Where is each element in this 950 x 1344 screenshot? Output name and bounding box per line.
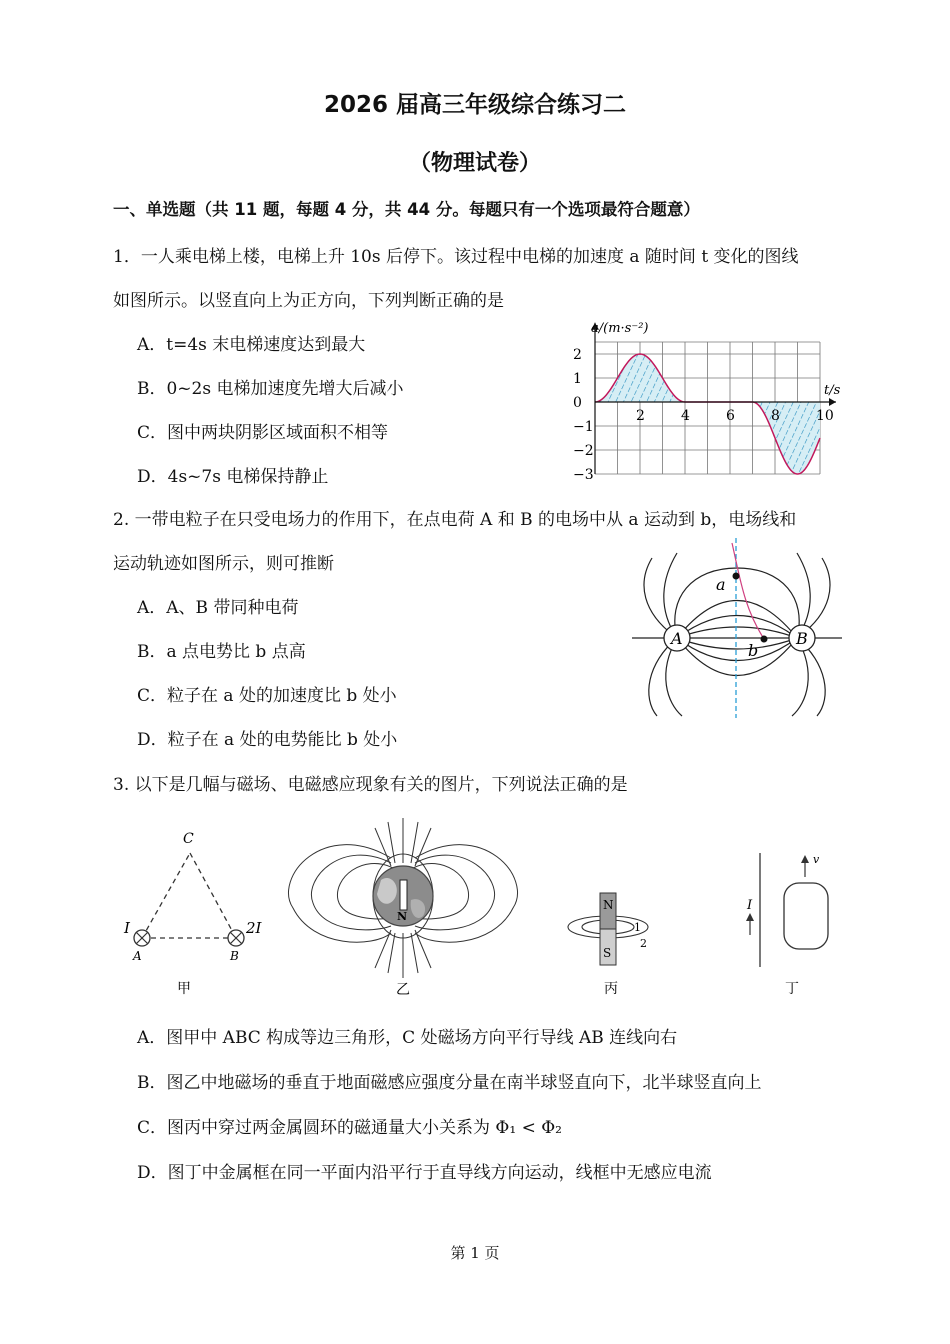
x-tick-label: 4 bbox=[681, 408, 690, 424]
q2-option-d: D．粒子在 a 处的电势能比 b 处小 bbox=[137, 730, 398, 750]
y-axis-label: a/(m·s⁻²) bbox=[591, 321, 649, 336]
q1-option-d: D．4s~7s 电梯保持静止 bbox=[137, 467, 329, 487]
q1-option-a: A．t=4s 末电梯速度达到最大 bbox=[137, 335, 366, 355]
y-tick-label: 0 bbox=[573, 395, 582, 411]
fig-bing-magnet bbox=[560, 885, 670, 1003]
q1-stem-line1: 1．一人乘电梯上楼，电梯上升 10s 后停下。该过程中电梯的加速度 a 随时间 t 变化的图线 bbox=[113, 247, 799, 267]
q2-stem-line1: 2. 一带电粒子在只受电场力的作用下，在点电荷 A 和 B 的电场中从 a 运动到 b，电场线和 bbox=[113, 510, 797, 530]
x-axis-label: t/s bbox=[824, 383, 841, 398]
q3-option-b: B．图乙中地磁场的垂直于地面磁感应强度分量在南半球竖直向下，北半球竖直向上 bbox=[137, 1073, 762, 1093]
yi-label-n: N bbox=[397, 910, 408, 923]
jia-label-a: A bbox=[133, 949, 142, 963]
y-tick-label: −2 bbox=[573, 443, 594, 459]
page-number: 第 1 页 bbox=[450, 1244, 500, 1262]
q3-stem: 3. 以下是几幅与磁场、电磁感应现象有关的图片，下列说法正确的是 bbox=[113, 775, 628, 795]
x-tick-label: 2 bbox=[636, 408, 645, 424]
bing-label-ring2: 2 bbox=[640, 937, 647, 950]
fig-ding-loop bbox=[738, 845, 838, 1003]
jia-label-b: B bbox=[230, 949, 239, 963]
charge-b-label: B bbox=[796, 629, 808, 648]
fig-yi-earth bbox=[283, 808, 523, 1003]
charge-a-label: A bbox=[671, 629, 683, 648]
x-tick-label: 6 bbox=[726, 408, 735, 424]
bing-label-ring1: 1 bbox=[634, 921, 641, 934]
fig-jia bbox=[115, 825, 275, 1000]
jia-label-c: C bbox=[183, 831, 194, 847]
q1-option-c: C．图中两块阴影区域面积不相等 bbox=[137, 423, 389, 443]
x-tick-label: 8 bbox=[771, 408, 780, 424]
bing-label-n: N bbox=[603, 898, 614, 912]
y-tick-label: −3 bbox=[573, 467, 594, 483]
caption-ding: 丁 bbox=[785, 981, 799, 997]
q1-stem-line2: 如图所示。以竖直向上为正方向，下列判断正确的是 bbox=[113, 291, 504, 311]
y-tick-label: 1 bbox=[573, 371, 582, 387]
q2-field-diagram bbox=[632, 538, 842, 718]
jia-label-i: I bbox=[124, 919, 130, 937]
ding-label-v: v bbox=[813, 853, 820, 866]
section-heading: 一、单选题（共 11 题，每题 4 分，共 44 分。每题只有一个选项最符合题意） bbox=[113, 200, 700, 219]
x-axis-arrow bbox=[829, 398, 836, 406]
caption-bing: 丙 bbox=[604, 981, 618, 997]
q3-option-d: D．图丁中金属框在同一平面内沿平行于直导线方向运动，线框中无感应电流 bbox=[137, 1163, 712, 1183]
bing-label-s: S bbox=[603, 946, 612, 960]
q3-option-a: A．图甲中 ABC 构成等边三角形，C 处磁场方向平行导线 AB 连线向右 bbox=[137, 1028, 678, 1048]
point-a-label: a bbox=[716, 575, 726, 594]
point-b-label: b bbox=[748, 641, 759, 660]
q2-option-b: B．a 点电势比 b 点高 bbox=[137, 642, 306, 662]
jia-label-2i: 2I bbox=[246, 919, 262, 937]
q2-option-c: C．粒子在 a 处的加速度比 b 处小 bbox=[137, 686, 397, 706]
q2-stem-line2: 运动轨迹如图所示，则可推断 bbox=[113, 554, 334, 574]
y-tick-label: 2 bbox=[573, 347, 582, 363]
exam-title: 2026 届高三年级综合练习二 bbox=[323, 92, 627, 118]
ding-label-i: I bbox=[747, 898, 753, 913]
x-tick-label: 10 bbox=[816, 408, 834, 424]
q1-option-b: B．0~2s 电梯加速度先增大后减小 bbox=[137, 379, 404, 399]
q1-acceleration-chart bbox=[555, 316, 845, 488]
caption-jia: 甲 bbox=[177, 981, 191, 997]
exam-subtitle: （物理试卷） bbox=[408, 151, 541, 176]
q3-option-c: C．图丙中穿过两金属圆环的磁通量大小关系为 Φ₁ < Φ₂ bbox=[137, 1118, 562, 1138]
q2-option-a: A．A、B 带同种电荷 bbox=[137, 598, 299, 618]
caption-yi: 乙 bbox=[396, 982, 410, 998]
y-tick-label: −1 bbox=[573, 419, 594, 435]
